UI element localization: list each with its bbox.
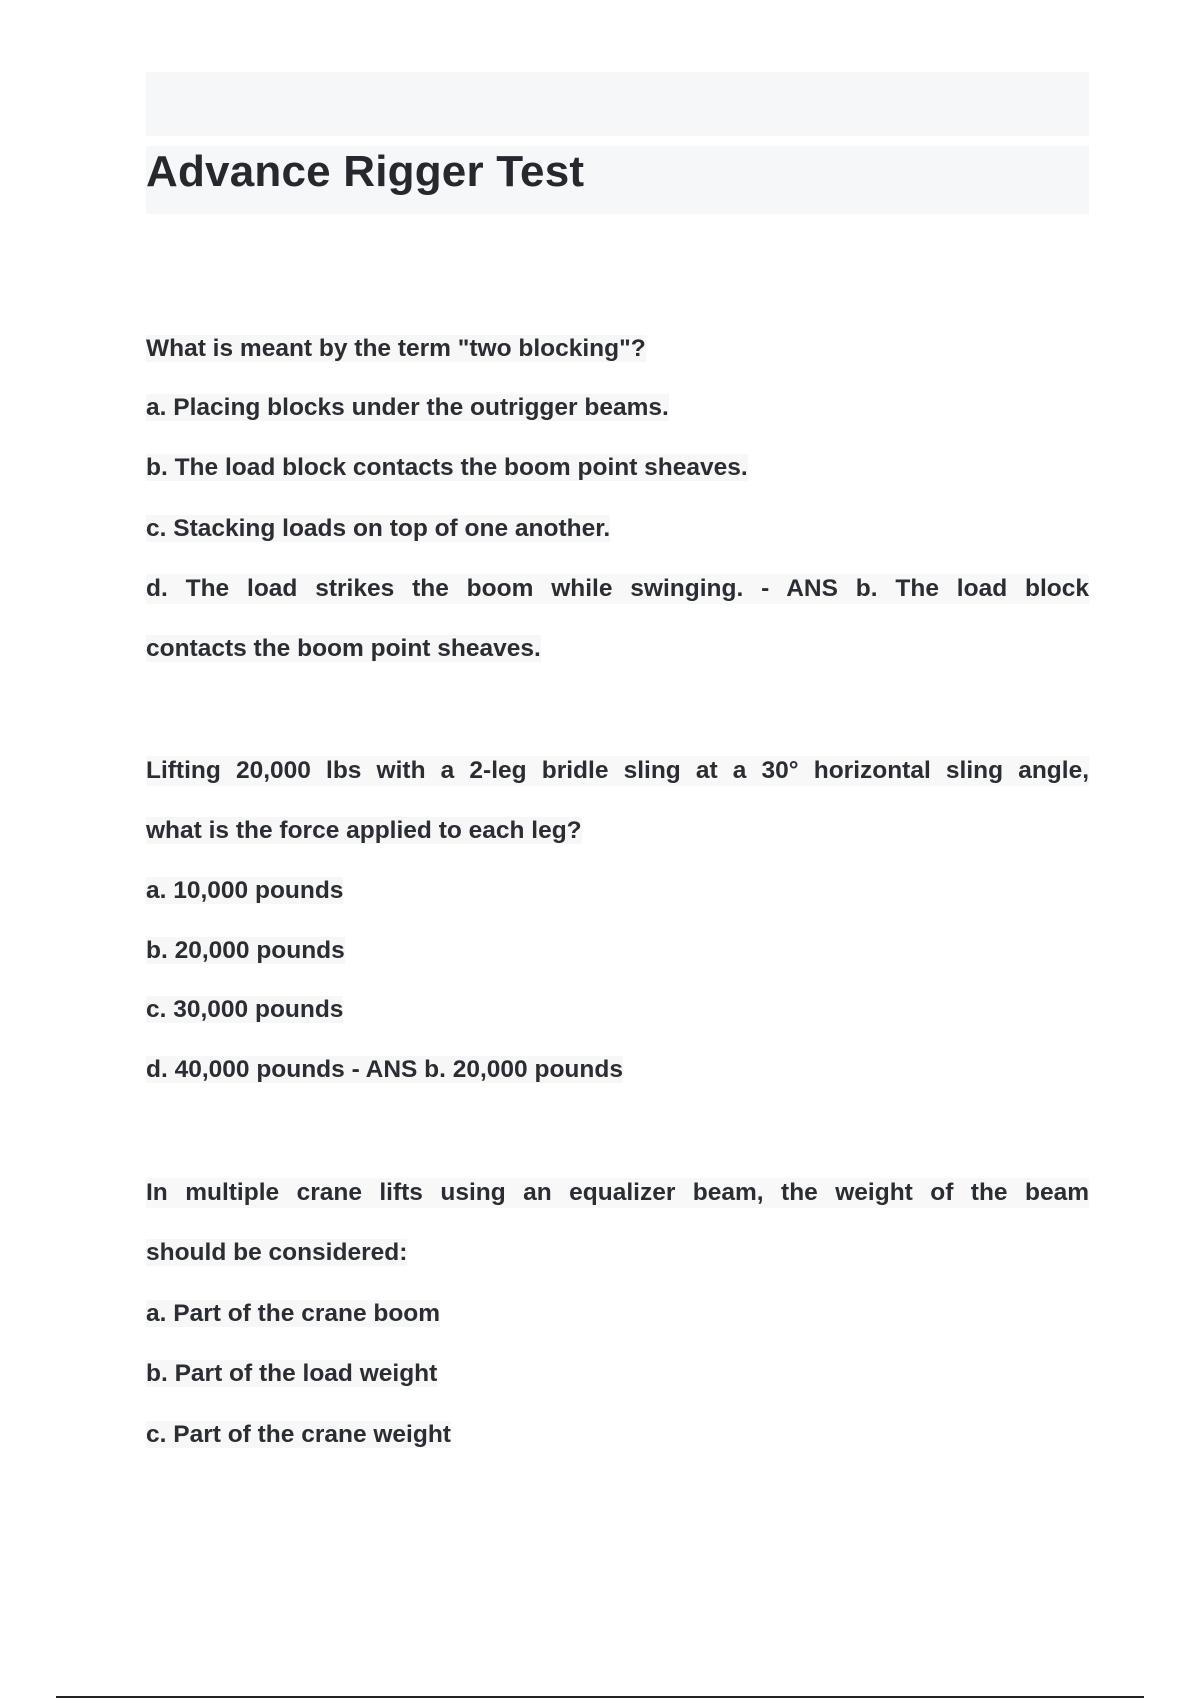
question-3-stem-line-1: In multiple crane lifts using an equalizer beam, the weight of the beam <box>146 1179 1089 1206</box>
question-1-option-a: a. Placing blocks under the outrigger beams. <box>146 394 669 421</box>
question-2-stem-line-1: Lifting 20,000 lbs with a 2-leg bridle sling at a 30° horizontal sling angle, <box>146 757 1089 784</box>
question-3-stem-line-2: should be considered: <box>146 1239 408 1266</box>
question-1-option-b: b. The load block contacts the boom point sheaves. <box>146 454 748 481</box>
page-title: Advance Rigger Test <box>146 147 585 196</box>
question-1-stem: What is meant by the term "two blocking"? <box>146 335 646 362</box>
question-2-option-c: c. 30,000 pounds <box>146 996 344 1023</box>
question-1-option-c: c. Stacking loads on top of one another. <box>146 515 611 542</box>
question-3-option-a: a. Part of the crane boom <box>146 1300 441 1327</box>
question-1-answer-continued: contacts the boom point sheaves. <box>146 635 541 662</box>
footer-rule <box>56 1696 1144 1698</box>
question-2-stem-line-2: what is the force applied to each leg? <box>146 817 582 844</box>
question-2-option-a: a. 10,000 pounds <box>146 877 344 904</box>
question-1-option-d-answer: d. The load strikes the boom while swinging. - ANS b. The load block <box>146 575 1089 602</box>
question-3-option-b: b. Part of the load weight <box>146 1360 438 1387</box>
question-3-option-c: c. Part of the crane weight <box>146 1421 451 1448</box>
question-2-option-d-answer: d. 40,000 pounds - ANS b. 20,000 pounds <box>146 1056 623 1083</box>
question-2-option-b: b. 20,000 pounds <box>146 937 345 964</box>
header-band <box>146 72 1089 136</box>
